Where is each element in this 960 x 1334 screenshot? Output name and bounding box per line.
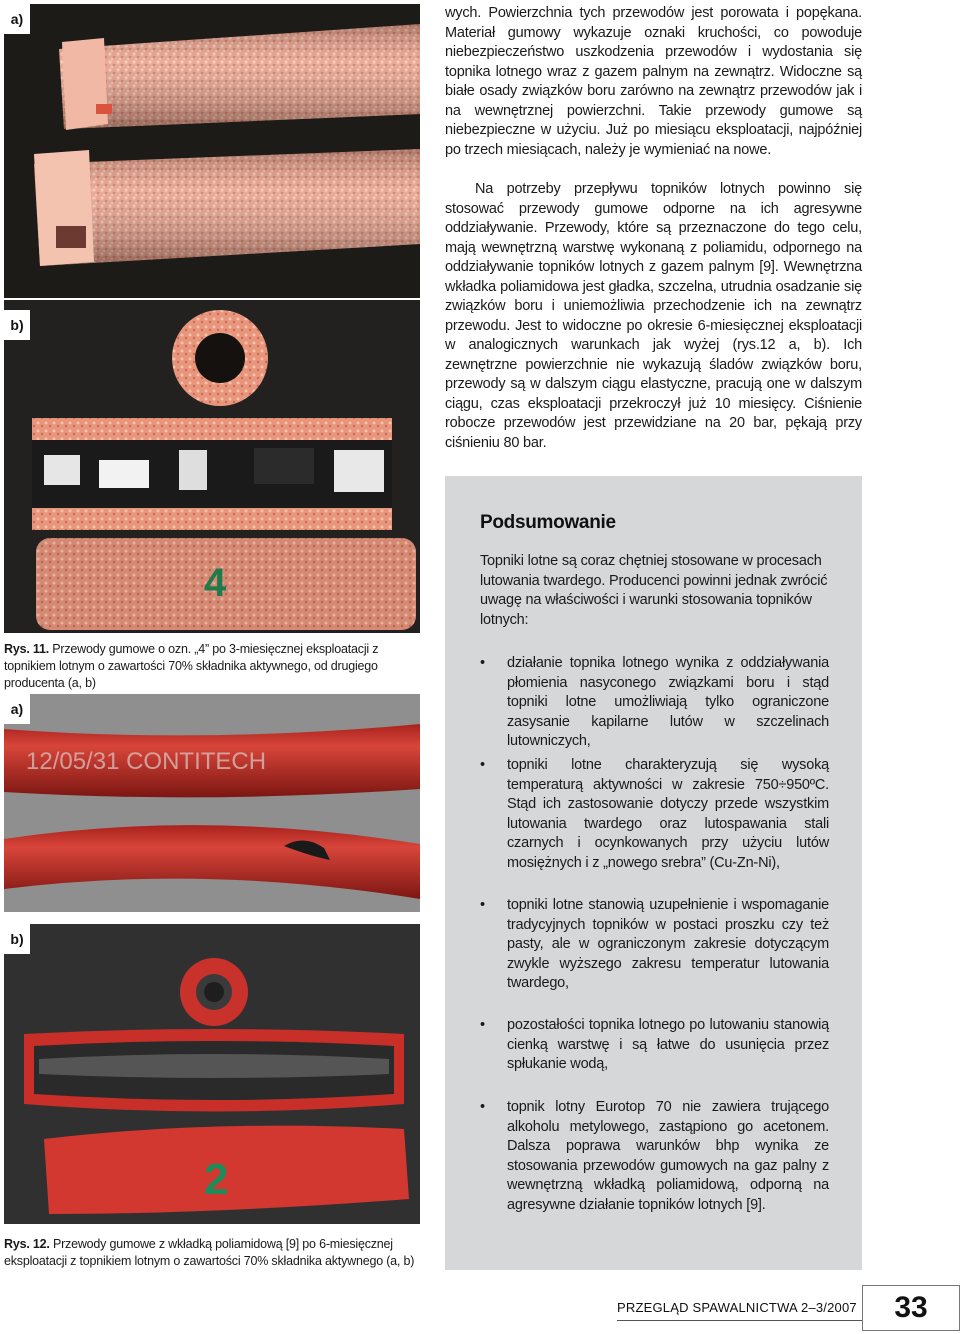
figure-11-caption (4, 641, 424, 692)
caption-prefix: Rys. 12. (4, 1237, 50, 1251)
bullet-symbol: • (480, 655, 485, 671)
hose-print: 12/05/31 CONTITECH (26, 748, 267, 775)
bullet-text: działanie topnika lotnego wynika z oddziaływania płomienia nasyconego związkami boru i stąd topniki lotne umożliwiają tylko ograniczone zasysanie kapilarne lutów w szczelinach lutowniczych, (507, 655, 829, 749)
bullet-text: topniki lotne stanowią uzupełnienie i wspomaganie tradycyjnych topników w postaci proszku czy też pasty, ale w ograniczonym zakresie dotyczącym zwykle wyższego zakresu temperatur lutowania twardego, (507, 897, 829, 991)
bullet-symbol: • (480, 1017, 485, 1033)
bullet-text: topnik lotny Eurotop 70 nie zawiera trującego alkoholu metylowego, zastąpiono go acetonem. Dalsza poprawa warunków bhp wynika ze stosowania przewodów gumowych na gaz palny z wewnętrzną wkładką poliamidową, odporną na agresywne działanie topników lotnych [9]. (507, 1099, 829, 1213)
figure-12-caption (4, 1236, 424, 1270)
caption-prefix: Rys. 11. (4, 642, 49, 656)
hose-marking-2: 2 (204, 1155, 229, 1204)
caption-text: Przewody gumowe z wkładką poliamidową [9] po 6-miesięcznej eksploatacji z topnikiem lotnym o zawartości 70% składnika aktywnego (a, b) (4, 1237, 415, 1268)
summary-intro: Topniki lotne są coraz chętniej stosowane w procesach lutowania twardego. Producenci powinni jednak zwrócić uwagę na właściwości i warunki stosowania topników lotnych: (480, 553, 828, 628)
body-paragraph-2: Na potrzeby przepływu topników lotnych powinno się stosować przewody gumowe odporne na ich agresywne oddziaływanie. Przewody, które są przeznaczone do tego celu, mają wewnętrzną warstwę wykonaną z poliamidu, odpornego na oddziaływanie topników lotnych z gazem palnym [9]. Wewnętrzna wkładka poliamidowa jest gładka, szczelna, utrudnia osadzanie się związków boru i uniemożliwia przechodzenie ich na zewnątrz przewodu. Jest to widoczne po okresie 6-miesięcznej eksploatacji w analogicznych warunkach jak wyżej (rys.12 a, b). Ich zewnętrzne powierzchnie nie wykazują śladów związków boru, przewody są w dalszym ciągu elastyczne, pracują one w dalszym ciągu, czas eksploatacji przekroczył już 10 miesięcy. Ciśnienie robocze przewodów jest przewidziane na 20 bar, pękają przy ciśnieniu 80 bar. (445, 181, 862, 451)
red-hose-illustration (4, 694, 420, 912)
footer-divider (617, 1320, 862, 1321)
journal-name: PRZEGLĄD SPAWALNICTWA 2–3/2007 (617, 1300, 857, 1315)
hose-section-illustration (4, 300, 420, 633)
figure-label: a) (4, 694, 30, 724)
bullet-symbol: • (480, 757, 485, 773)
hose-illustration (4, 4, 420, 298)
body-paragraph-1: wych. Powierzchnia tych przewodów jest porowata i popękana. Materiał gumowy wykazuje oznaki kruchości, co powoduje niebezpieczeństwo uszkodzenia przewodów i wydostania się topnika lotnego wraz z gazem palnym na zewnątrz. Widoczne są białe osady związków boru zarówno na zewnątrz przewodów jak i na wewnętrznej powierzchni. Takie przewody gumowe są niebezpieczne w użyciu. Już po miesiącu eksploatacji, najpóźniej po trzech miesiącach, należy je wymieniać na nowe. (445, 5, 862, 158)
red-hose-section-illustration (4, 924, 420, 1224)
figure-12b-photo (4, 924, 420, 1224)
figure-label: b) (4, 310, 30, 340)
bullet-text: topniki lotne charakteryzują się wysoką temperaturą aktywności w zakresie 750÷950ºC. Stąd ich zastosowanie dotyczy przede wszystkim lutowania twardego oraz lutospawania stali czarnych i ocynkowanych przy użyciu lutów mosiężnych i z „nowego srebra” (Cu-Zn-Ni), (507, 757, 829, 871)
hose-marking-4: 4 (204, 561, 227, 605)
bullet-symbol: • (480, 897, 485, 913)
figure-label: b) (4, 924, 30, 954)
caption-text: Przewody gumowe o ozn. „4” po 3-miesięcznej eksploatacji z topnikiem lotnym o zawartości 70% składnika aktywnego, od drugiego producenta (a, b) (4, 642, 379, 690)
figure-label: a) (4, 4, 30, 34)
page-number: 33 (862, 1285, 960, 1331)
figure-11b-photo (4, 300, 420, 633)
figure-11a-photo (4, 4, 420, 298)
figure-12a-photo (4, 694, 420, 912)
bullet-text: pozostałości topnika lotnego po lutowaniu stanowią cienką warstwę i są łatwe do usunięcia przez spłukanie wodą, (507, 1017, 829, 1072)
summary-title: Podsumowanie (480, 512, 616, 533)
bullet-symbol: • (480, 1099, 485, 1115)
